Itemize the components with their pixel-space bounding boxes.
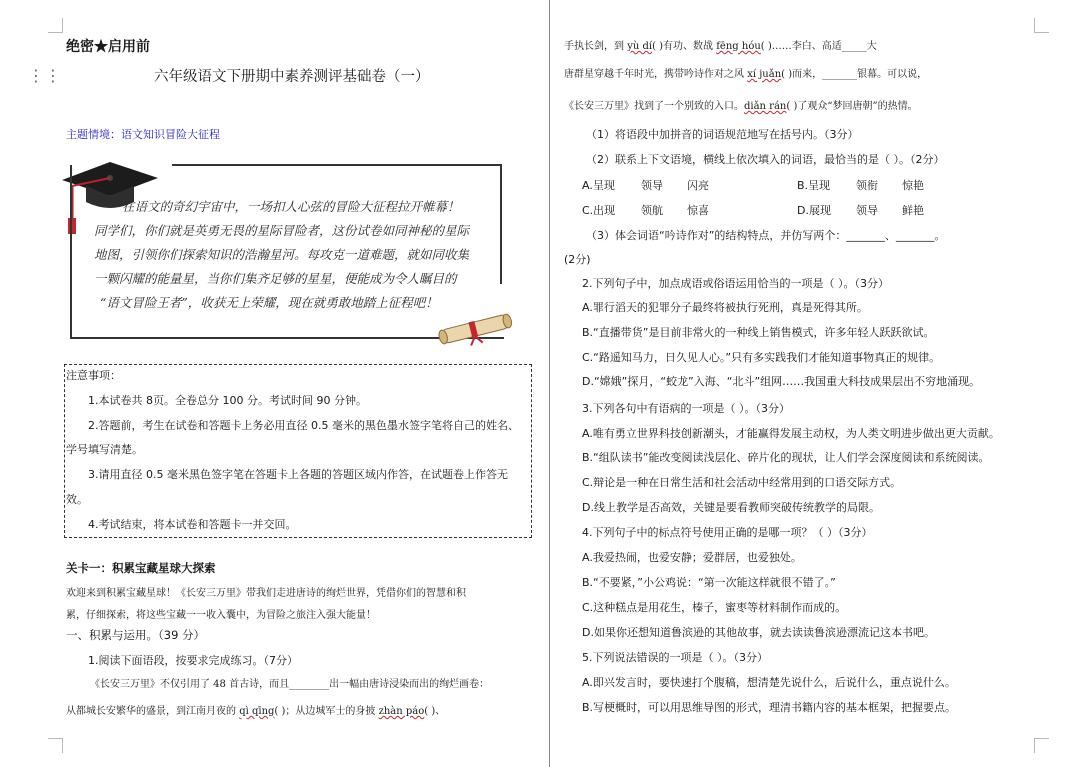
notice-item: 效。 [66, 493, 88, 506]
story-line: 同学们，你们就是英勇无畏的星际冒险者，这份试卷如同神秘的星际 [94, 223, 470, 238]
column-divider [549, 0, 550, 767]
passage-line: 唐群星穿越千年时光，携带吟诗作对之风 xí juǎn( )而来，_______银幕。可以说， [564, 69, 928, 80]
option-a: 领导 [641, 179, 663, 192]
option-c: C.辩论是一种在日常生活和社会活动中经常用到的口语交际方式。 [582, 476, 902, 489]
level-intro: 累，仔细探索，将这些宝藏一一收入囊中，为冒险之旅注入强大能量！ [66, 610, 376, 621]
sub-question-2: （2）联系上下文语境，横线上依次填入的词语，最恰当的是（ ）。（2分） [586, 153, 945, 166]
pinyin-word: fēng hóu [716, 41, 761, 52]
option-c: C.出现 [582, 204, 616, 217]
pinyin-word: yù dí [627, 41, 653, 52]
sub-question-1: （1）将语段中加拼音的词语规范地写在括号内。（3分） [586, 128, 859, 141]
crop-mark-bottom-right [1034, 738, 1049, 753]
passage-line: 《长安三万里》找到了一个别致的入口。diǎn rán( )了观众“梦回唐朝”的热情。 [564, 101, 918, 112]
crop-mark-top-left [48, 18, 63, 33]
option-b: B.“不要紧，”小公鸡说：“第一次能这样就很不错了。” [582, 576, 836, 589]
question-4: 4.下列句子中的标点符号使用正确的是哪一项？（ ）（3分） [582, 526, 873, 539]
passage-line: 从都城长安繁华的盛景，到江南月夜的 qì qīng( )；从边城军士的身披 zhàn páo( )、 [66, 706, 446, 717]
question-5: 5.下列说法错误的一项是（ ）。（3分） [582, 651, 768, 664]
story-line: 地图，引领你们探索知识的浩瀚星河。每攻克一道难题，就如同收集 [94, 247, 470, 262]
notice-item: 学号填写清楚。 [66, 443, 143, 456]
option-c: C.这种糕点是用花生，榛子，蜜枣等材料制作而成的。 [582, 601, 847, 614]
page-title: 六年级语文下册期中素养测评基础卷（一） [154, 69, 430, 85]
option-d: D.如果你还想知道鲁滨逊的其他故事，就去读读鲁滨逊漂流记这本书吧。 [582, 626, 935, 639]
question-2: 2.下列句子中，加点成语或俗语运用恰当的一项是（ ）。（3分） [582, 277, 889, 290]
theme-label: 主题情境：语文知识冒险大征程 [66, 128, 220, 141]
question-1: 1.阅读下面语段，按要求完成练习。（7分） [88, 654, 298, 667]
story-line: “语文冒险王者”，收获无上荣耀，现在就勇敢地踏上征程吧！ [100, 295, 438, 310]
crop-mark-top-right [1034, 18, 1049, 33]
option-a: A.呈现 [582, 179, 615, 192]
notice-item: 2.答题前，考生在试卷和答题卡上务必用直径 0.5 毫米的黑色墨水签字笔将自己的姓名、 [88, 419, 519, 432]
notice-item: 1.本试卷共 8页。全卷总分 100 分。考试时间 90 分钟。 [88, 394, 367, 407]
notice-item: 4.考试结束，将本试卷和答题卡一并交回。 [88, 518, 297, 531]
scroll-icon [434, 310, 516, 346]
option-c: 领航 [641, 204, 663, 217]
drag-handle-icon[interactable]: ⋮⋮ [28, 66, 62, 85]
pinyin-word: xí juǎn [747, 69, 782, 80]
option-a: 闪亮 [687, 179, 709, 192]
option-b: B.“组队读书”能改变阅读浅层化、碎片化的现状，让人们学会深度阅读和系统阅读。 [582, 451, 990, 464]
notice-title: 注意事项： [66, 369, 121, 382]
passage-line: 《长安三万里》不仅引用了 48 首古诗，而且________出一幅由唐诗浸染而出的绚烂画卷： [90, 679, 490, 690]
option-b: B.呈现 [797, 179, 831, 192]
option-d: D.线上教学是否高效，关键是要看教师突破传统教学的局限。 [582, 501, 880, 514]
option-a: A.唯有勇立世界科技创新潮头，才能赢得发展主动权，为人类文明进步做出更大贡献。 [582, 427, 1000, 440]
pinyin-word: qì qīng [239, 706, 275, 717]
option-b: 领衔 [856, 179, 878, 192]
pinyin-word: zhàn páo [378, 706, 425, 717]
option-b: B.“直播带货”是目前非常火的一种线上销售模式，许多年轻人跃跃欲试。 [582, 326, 935, 339]
score-label: (2分) [564, 253, 591, 266]
level-heading: 关卡一：积累宝藏星球大探索 [66, 561, 216, 575]
option-b: 惊艳 [902, 179, 924, 192]
crop-mark-bottom-left [48, 738, 63, 753]
story-line: 在语文的奇幻宇宙中，一场扣人心弦的冒险大征程拉开帷幕！ [122, 199, 460, 214]
passage-line: 手执长剑，到 yù dí( )有功、数战 fēng hóu( )……李白、高适_____大 [564, 41, 877, 52]
option-a: A.罪行滔天的犯罪分子最终将被执行死刑，真是死得其所。 [582, 301, 868, 314]
question-3: 3.下列各句中有语病的一项是（ ）。（3分） [582, 402, 790, 415]
option-c: 惊喜 [687, 204, 709, 217]
option-d: 领导 [856, 204, 878, 217]
option-d: D.“嫦娥”探月，“蛟龙”入海、“北斗”组网……我国重大科技成果层出不穷地涌现。 [582, 375, 981, 388]
option-c: C.“路遥知马力，日久见人心。”只有多实践我们才能知道事物真正的规律。 [582, 351, 941, 364]
sub-question-3: （3）体会词语“吟诗作对”的结构特点，并仿写两个：_______、_______。 [586, 229, 946, 242]
pinyin-word: diǎn rán [744, 101, 787, 112]
section-heading: 一、积累与运用。（39 分） [66, 628, 206, 642]
option-a: A.即兴发言时，要快速打个腹稿，想清楚先说什么，后说什么，重点说什么。 [582, 676, 956, 689]
option-a: A.我爱热闹，也爱安静；爱群居，也爱独处。 [582, 551, 802, 564]
story-frame-right [500, 164, 502, 284]
option-d: 鲜艳 [902, 204, 924, 217]
option-d: D.展现 [797, 204, 831, 217]
story-line: 一颗闪耀的能量星，当你们集齐足够的星星，便能成为令人瞩目的 [94, 271, 457, 286]
story-frame-top [172, 164, 502, 166]
option-b: B.写梗概时，可以用思维导图的形式，理清书籍内容的基本框架，把握要点。 [582, 701, 957, 714]
level-intro: 欢迎来到积累宝藏星球！《长安三万里》带我们走进唐诗的绚烂世界，凭借你们的智慧和积 [66, 588, 466, 599]
secret-label: 绝密★启用前 [66, 39, 150, 55]
notice-item: 3.请用直径 0.5 毫米黑色签字笔在答题卡上各题的答题区域内作答，在试题卷上作答无 [88, 468, 508, 481]
